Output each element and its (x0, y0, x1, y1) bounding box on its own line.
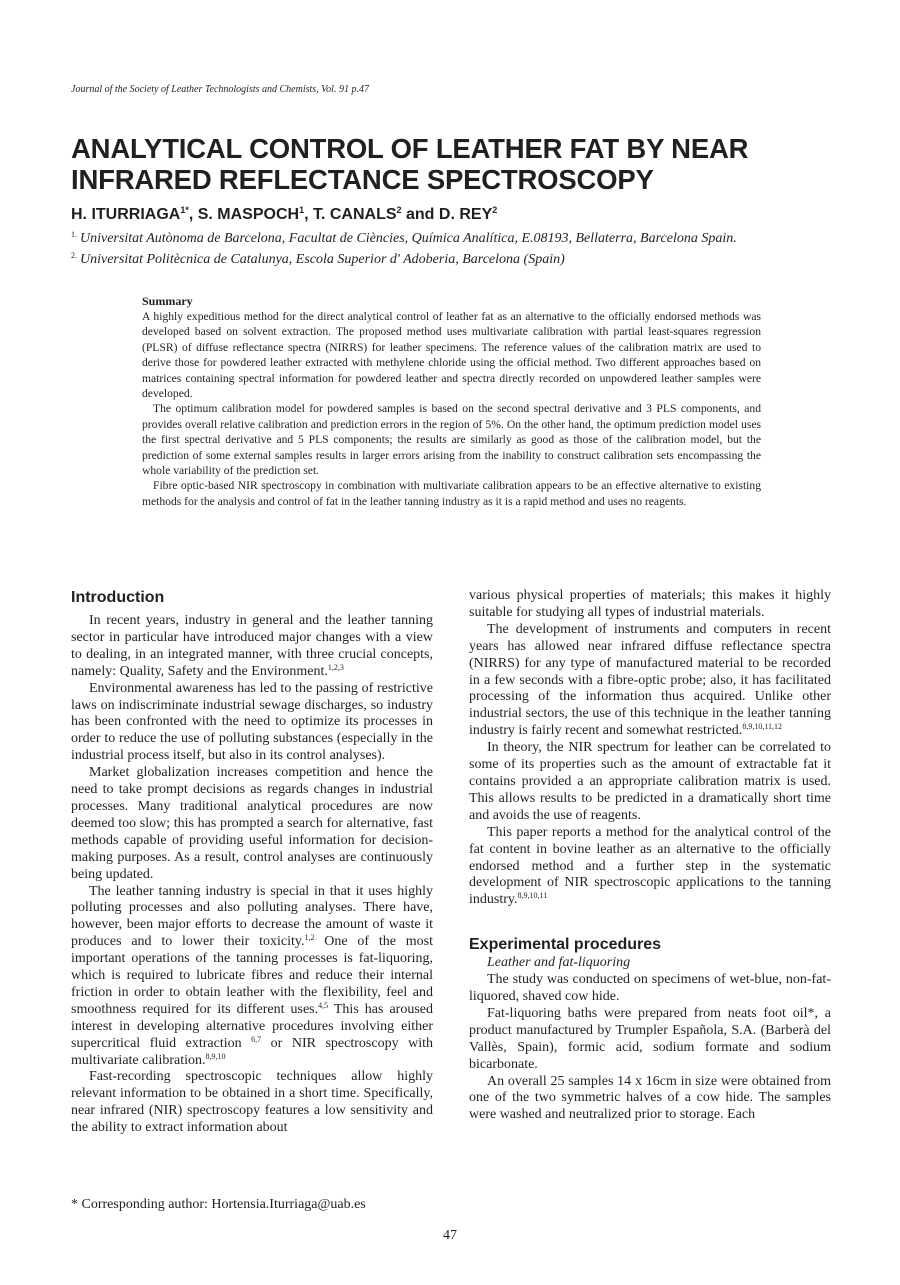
title-line-1: ANALYTICAL CONTROL OF LEATHER FAT BY NEAR (71, 133, 749, 164)
body-paragraph (71, 613, 433, 681)
body-paragraph: Environmental awareness has led to the passing of restrictive laws on indiscriminate industrial sewage discharges, so industry has been confronted with the need to optimize its processes in order to reduce the use of polluting substances (especially in the industrial process itself, but also in its control analyses). (71, 680, 433, 764)
paragraph-text: This paper reports a method for the analytical control of the fat content in bovine leather as an alternative to the officially endorsed method and a further step in the systematic development of NIR spectroscopic applications to the tanning industry. (469, 824, 831, 908)
author-name: D. REY (438, 206, 493, 223)
citation-ref: 4,5 (318, 1000, 329, 1010)
author-name: S. MASPOCH (197, 206, 300, 223)
affiliation-text: Universitat Autònoma de Barcelona, Facultat de Ciències, Química Analítica, E.08193, Bellaterra, Barcelona Spain. (80, 231, 737, 246)
running-head: Journal of the Society of Leather Technologists and Chemists, Vol. 91 p.47 (71, 84, 369, 95)
body-paragraph (469, 825, 831, 910)
citation-ref: 8,9,10 (205, 1051, 226, 1061)
body-paragraph (469, 622, 831, 740)
citation-ref: 1,2 (304, 933, 315, 943)
title-line-2: INFRARED REFLECTANCE SPECTROSCOPY (71, 164, 654, 195)
author-name: H. ITURRIAGA (71, 206, 181, 223)
body-paragraph: The study was conducted on specimens of wet-blue, non-fat-liquored, shaved cow hide. (469, 972, 831, 1005)
body-paragraph: An overall 25 samples 14 x 16cm in size were obtained from one of the two symmetric halves of a cow hide. The samples were washed and neutralized prior to storage. Each (469, 1073, 831, 1123)
affiliation-text: Universitat Politècnica de Catalunya, Escola Superior d' Adoberia, Barcelona (Spain) (80, 252, 565, 267)
left-column (71, 588, 433, 1137)
affiliation-mark: 2. (71, 251, 77, 260)
paragraph-text: This has aroused interest in developing alternative procedures involving either supercritical fluid extraction (71, 1001, 433, 1051)
summary-abstract (142, 294, 761, 509)
body-paragraph: Fat-liquoring baths were prepared from neats foot oil*, a product manufactured by Trumpler Española, S.A. (Barberà del Vallès, Spain), formic acid, sodium formate and sodium bicarbonate. (469, 1005, 831, 1072)
paragraph-text: The leather tanning industry is special in that it uses highly polluting processes and also polluting analyses. There have, however, been major efforts to decrease the amount of waste it produces and to lower their toxicity. (71, 883, 433, 950)
author-separator: and (401, 206, 439, 223)
author-affil-mark: 2 (492, 205, 498, 215)
corresponding-author-footnote: * Corresponding author: Hortensia.Iturriaga@uab.es (71, 1197, 366, 1212)
article-title (71, 133, 831, 195)
summary-paragraph: The optimum calibration model for powdered samples is based on the second spectral derivative and 3 PLS components, and provides overall relative calibration and prediction errors in the region of 5%. On the other hand, the optimum prediction model uses the first spectral derivative and 5 PLS components; the results are similarly as good as those of the calibration model, but the prediction of some external samples results in larger errors arising from the inability to construct calibration sets encompassing the whole variability of the prediction set. (142, 402, 761, 478)
summary-heading: Summary (142, 294, 193, 308)
summary-paragraph: Fibre optic-based NIR spectroscopy in combination with multivariate calibration appears to be an effective alternative to existing methods for the analysis and control of fat in the leather tanning industry as it is a rapid method and uses no reagents. (142, 479, 761, 508)
introduction-heading: Introduction (71, 589, 165, 606)
summary-paragraph: A highly expeditious method for the direct analytical control of leather fat as an alternative to the officially endorsed methods was developed based on solvent extraction. The proposed method uses multivariate calibration with partial least-squares regression (PLSR) of diffuse reflectance spectra (NIRRS) for leather specimens. The reference values of the calibration matrix are used to derive those for powdered leather extracted with methylene chloride using the official method. Two different approaches based on matrices containing spectral information for powdered leather and spectra directly recorded on unpowdered leather samples were developed. (142, 310, 761, 401)
paragraph-text: In recent years, industry in general and the leather tanning sector in particular have introduced major changes with a view to dealing, in an integrated manner, with three crucial concepts, namely: Quality, Safety and the Environment. (71, 613, 433, 679)
page-number: 47 (443, 1228, 457, 1243)
body-paragraph-continued: various physical properties of materials; this makes it highly suitable for studying all types of industrial materials. (469, 588, 831, 620)
body-paragraph: Fast-recording spectroscopic techniques allow highly relevant information to be obtained in a short time. Specifically, near infrared (NIR) spectroscopy features a low sensitivity and the ability to extract information about (71, 1069, 433, 1136)
author-separator: , (188, 206, 198, 223)
affiliation-mark: 1. (71, 230, 77, 239)
author-list (71, 205, 497, 224)
right-column (469, 588, 831, 1124)
citation-ref: 1,2,3 (327, 662, 344, 672)
author-affil-mark: 1* (180, 205, 189, 215)
citation-ref: 8,9,10,11 (517, 891, 548, 901)
citation-ref: 8,9,10,11,12 (742, 722, 783, 732)
body-paragraph: Market globalization increases competition and hence the need to take prompt decisions as regards changes in industrial processes. Many traditional analytical procedures are now deemed too slow; this has prompted a search for alternative, fast methods capable of providing useful information for decision-making purposes. As a result, control analyses are continuously being updated. (71, 765, 433, 882)
paragraph-text: or NIR spectroscopy with multivariate calibration. (71, 1035, 433, 1068)
experimental-heading: Experimental procedures (469, 936, 662, 954)
author-affil-mark: 1 (299, 205, 305, 215)
citation-ref: 6,7 (251, 1034, 262, 1044)
subsection-heading: Leather and fat-liquoring (487, 955, 631, 971)
body-paragraph: In theory, the NIR spectrum for leather can be correlated to some of its properties such as the amount of extractable fat it contains provided a an appropriate calibration matrix is used. This allows results to be predicted in a dramatically short time and avoids the use of reagents. (469, 740, 831, 823)
author-name: T. CANALS (312, 206, 397, 223)
affiliation-2 (71, 251, 565, 268)
paragraph-text: The development of instruments and computers in recent years has allowed near infrared diffuse reflectance spectra (NIRRS) for any type of manufactured material to be recorded in a few seconds with a fibre-optic probe; also, it has facilitated processing of the information thus acquired. Unlike other industrial sectors, the use of this technique in the leather tanning industry is fairly recent and somewhat restricted. (469, 621, 831, 739)
author-separator: , (304, 206, 313, 223)
affiliation-1 (71, 230, 737, 247)
paragraph-text: One of the most important operations of the tanning processes is fat-liquoring, which is required to lubricate fibres and reduce their internal friction in order to obtain leather with the flexibility, feel and smoothness required for its different uses. (71, 934, 433, 1017)
author-affil-mark: 2 (396, 205, 402, 215)
body-paragraph (71, 884, 433, 1070)
